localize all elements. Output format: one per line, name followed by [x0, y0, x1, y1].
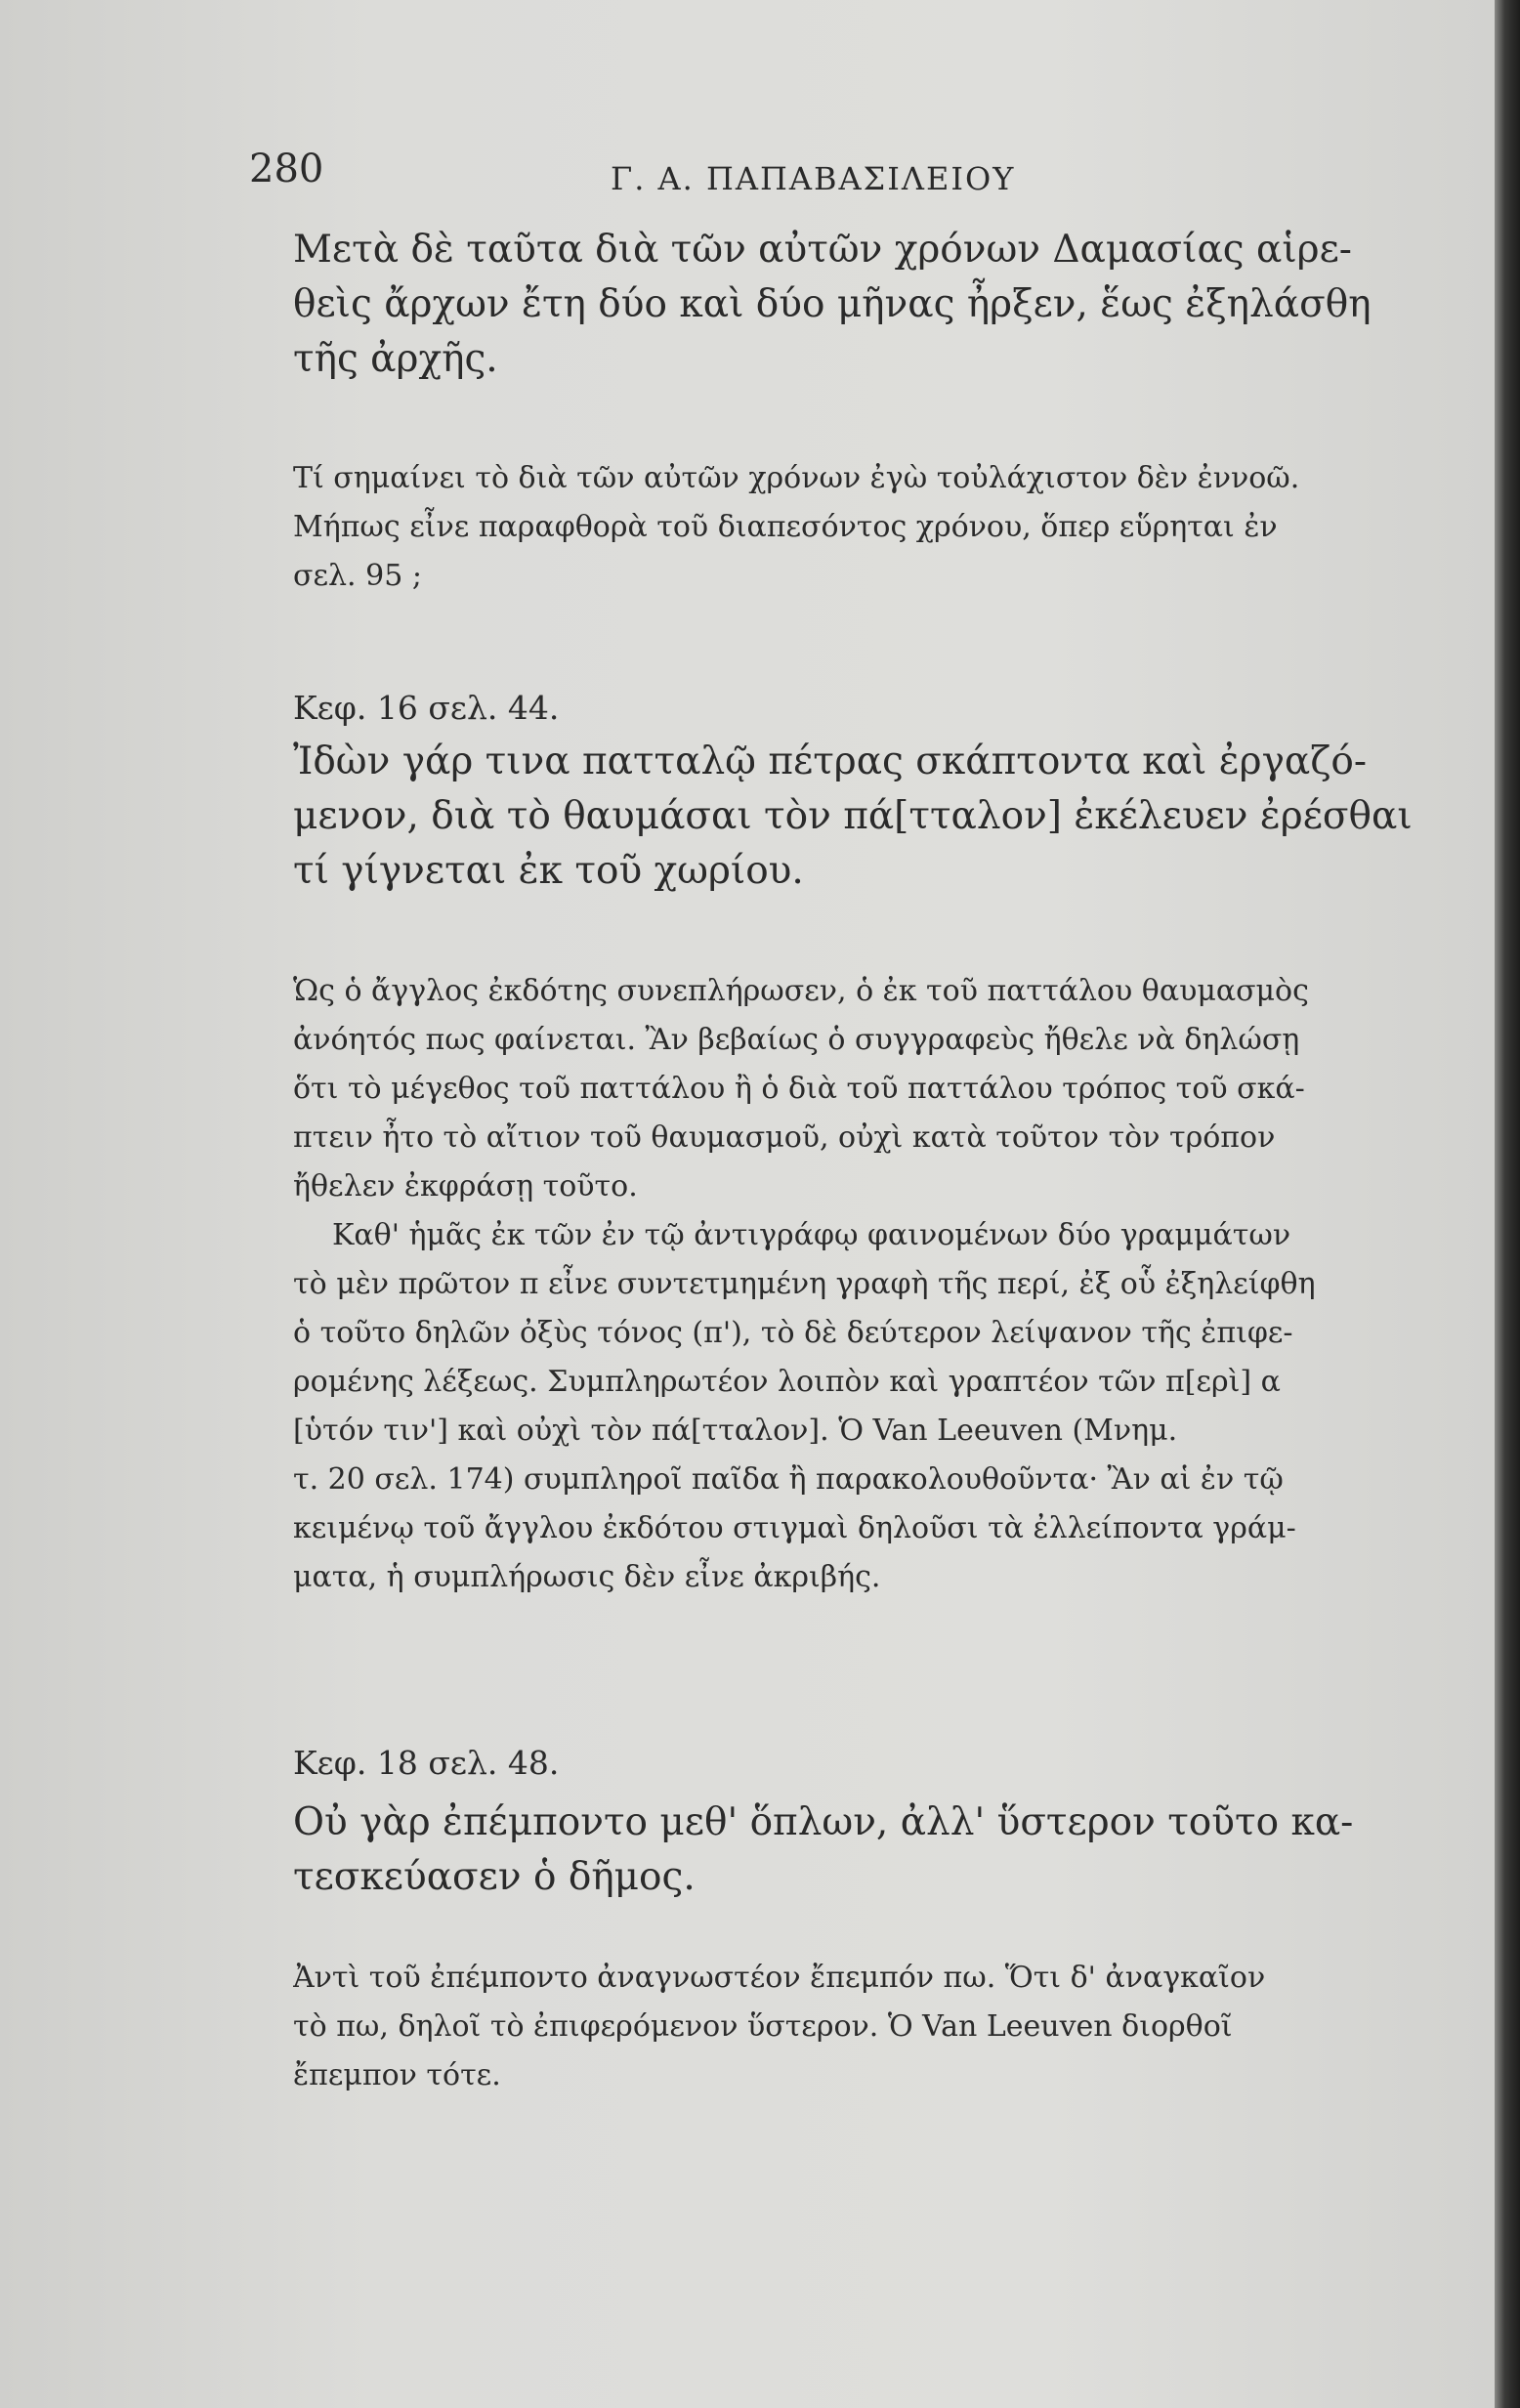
text-line: Μετὰ δὲ ταῦτα διὰ τῶν αὐτῶν χρόνων Δαμασίας αἱρε-: [293, 228, 1352, 272]
text-line: τὸ πω, δηλοῖ τὸ ἐπιφερόμενον ὕστερον. Ὁ Van Leeuven διορθοῖ: [293, 2009, 1233, 2044]
text-line: Οὐ γὰρ ἐπέμποντο μεθ' ὅπλων, ἀλλ' ὕστερον τοῦτο κα-: [293, 1800, 1354, 1844]
page-edge-shadow: [1495, 0, 1520, 2408]
text-line: ἤθελεν ἐκφράσῃ τοῦτο.: [293, 1169, 638, 1204]
text-line: τεσκεύασεν ὁ δῆμος.: [293, 1855, 696, 1899]
paragraph-main-text: [293, 223, 1446, 387]
paragraph-main-text: [293, 735, 1446, 899]
text-line: πτειν ἦτο τὸ αἴτιον τοῦ θαυμασμοῦ, οὐχὶ κατὰ τοῦτον τὸν τρόπον: [293, 1120, 1276, 1155]
page-header: [249, 147, 1446, 205]
text-line: ὅτι τὸ μέγεθος τοῦ παττάλου ἢ ὁ διὰ τοῦ παττάλου τρόπος τοῦ σκά-: [293, 1072, 1305, 1106]
text-line: μενον, διὰ τὸ θαυμάσαι τὸν πά[τταλον] ἐκέλευεν ἐρέσθαι: [293, 794, 1413, 838]
text-line: Κεφ. 16 σελ. 44.: [293, 689, 560, 727]
text-line: τὸ μὲν πρῶτον π εἶνε συντετμημένη γραφὴ τῆς περί, ἐξ οὗ ἐξηλείφθη: [293, 1267, 1316, 1301]
chapter-reference: [293, 684, 1446, 733]
commentary-note: [293, 454, 1446, 601]
text-line: ρομένης λέξεως. Συμπληρωτέον λοιπὸν καὶ γραπτέον τῶν π[ερὶ] α: [293, 1365, 1281, 1399]
page-number: 280: [249, 147, 324, 191]
text-line: ὁ τοῦτο δηλῶν ὀξὺς τόνος (π'), τὸ δὲ δεύτερον λείψανον τῆς ἐπιφε-: [293, 1316, 1293, 1350]
text-line: [ὑτόν τιν'] καὶ οὐχὶ τὸν πά[τταλον]. Ὁ Van Leeuven (Μνημ.: [293, 1414, 1178, 1448]
text-line: Μήπως εἶνε παραφθορὰ τοῦ διαπεσόντος χρόνου, ὅπερ εὕρηται ἐν: [293, 510, 1278, 544]
text-line: Ἀντὶ τοῦ ἐπέμποντο ἀναγνωστέον ἔπεμπόν πω. Ὅτι δ' ἀναγκαῖον: [293, 1961, 1266, 1995]
chapter-reference: [293, 1739, 1446, 1788]
running-head: Γ. Α. ΠΑΠΑΒΑΣΙΛΕΙΟΥ: [611, 160, 1016, 197]
text-line: Ἰδὼν γάρ τινα πατταλῷ πέτρας σκάπτοντα καὶ ἐργαζό-: [293, 739, 1368, 783]
paragraph-main-text: [293, 1795, 1446, 1905]
text-line: ἀνόητός πως φαίνεται. Ἂν βεβαίως ὁ συγγραφεὺς ἤθελε νὰ δηλώσῃ: [293, 1023, 1300, 1057]
text-line: Τί σημαίνει τὸ διὰ τῶν αὐτῶν χρόνων ἐγὼ τοὐλάχιστον δὲν ἐννοῶ.: [293, 461, 1300, 495]
text-line: Κεφ. 18 σελ. 48.: [293, 1744, 560, 1782]
commentary-note: [293, 967, 1446, 1602]
text-line: τῆς ἀρχῆς.: [293, 337, 498, 381]
text-line: ἔπεμπον τότε.: [293, 2058, 501, 2092]
text-line: κειμένῳ τοῦ ἄγγλου ἐκδότου στιγμαὶ δηλοῦσι τὰ ἐλλείποντα γράμ-: [293, 1511, 1296, 1545]
text-line: ματα, ἡ συμπλήρωσις δὲν εἶνε ἀκριβής.: [293, 1560, 881, 1594]
text-line: Ὡς ὁ ἄγγλος ἐκδότης συνεπλήρωσεν, ὁ ἐκ τοῦ παττάλου θαυμασμὸς: [293, 974, 1309, 1008]
text-line: τ. 20 σελ. 174) συμπληροῖ παῖδα ἢ παρακολουθοῦντα· Ἂν αἱ ἐν τῷ: [293, 1462, 1284, 1497]
text-line: Καθ' ἡμᾶς ἐκ τῶν ἐν τῷ ἀντιγράφῳ φαινομένων δύο γραμμάτων: [332, 1218, 1291, 1252]
commentary-note: [293, 1954, 1446, 2100]
text-line: θεὶς ἄρχων ἔτη δύο καὶ δύο μῆνας ἦρξεν, ἕως ἐξηλάσθη: [293, 282, 1372, 326]
text-line: τί γίγνεται ἐκ τοῦ χωρίου.: [293, 849, 804, 893]
text-line: σελ. 95 ;: [293, 559, 422, 593]
